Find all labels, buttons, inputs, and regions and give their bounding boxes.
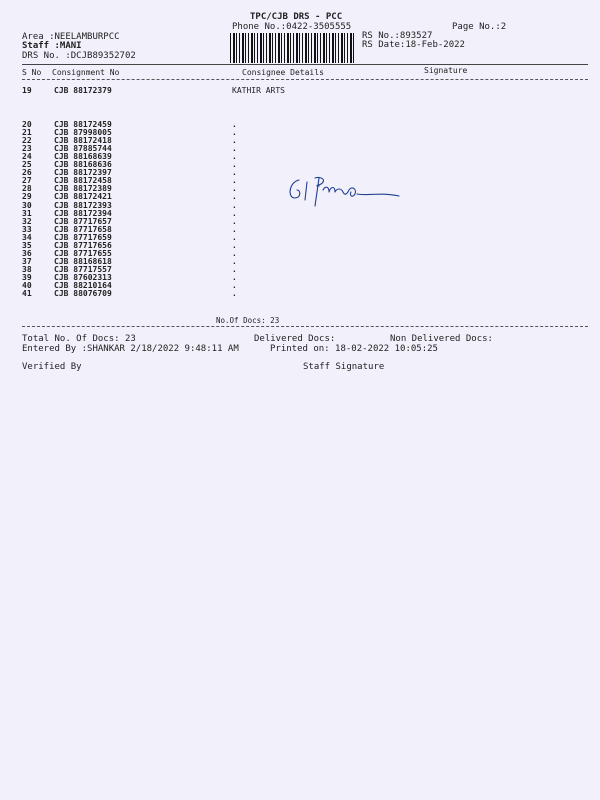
row-dot: . bbox=[232, 256, 237, 266]
footer-divider bbox=[22, 326, 588, 327]
row-sno: 35 bbox=[22, 240, 32, 250]
total-docs: Total No. Of Docs: 23 bbox=[22, 334, 136, 344]
row-dot: . bbox=[232, 176, 237, 186]
row-consignment: CJB 88172418 bbox=[54, 136, 112, 146]
column-divider bbox=[22, 79, 588, 80]
row-consignment: CJB 88168636 bbox=[54, 160, 112, 170]
printed-on: Printed on: 18-02-2022 10:05:25 bbox=[270, 344, 438, 354]
phone-number: Phone No.:0422-3505555 bbox=[232, 22, 352, 32]
row-dot: . bbox=[232, 216, 237, 226]
rs-number: RS No.:893527 bbox=[362, 31, 433, 41]
row-sno: 22 bbox=[22, 136, 32, 146]
row-consignment: CJB 88172397 bbox=[54, 168, 112, 178]
row-dot: . bbox=[232, 248, 237, 258]
row-sno: 21 bbox=[22, 128, 32, 138]
row-consignment: CJB 87602313 bbox=[54, 272, 112, 282]
verified-by: Verified By bbox=[22, 362, 82, 372]
row-sno: 31 bbox=[22, 208, 32, 218]
column-sno: S No bbox=[22, 68, 42, 77]
row-sno: 37 bbox=[22, 256, 32, 266]
column-consignee: Consignee Details bbox=[242, 68, 324, 77]
staff-signature: Staff Signature bbox=[303, 362, 385, 372]
row-dot: . bbox=[232, 272, 237, 282]
row-consignment: CJB 87717659 bbox=[54, 232, 112, 242]
drs-number: DRS No. :DCJB89352702 bbox=[22, 51, 136, 61]
row-sno: 39 bbox=[22, 272, 32, 282]
row-consignment: CJB 88172458 bbox=[54, 176, 112, 186]
row-sno: 38 bbox=[22, 264, 32, 274]
row-consignment: CJB 87717656 bbox=[54, 240, 112, 250]
row-dot: . bbox=[232, 136, 237, 146]
row-sno: 34 bbox=[22, 232, 32, 242]
row-consignment: CJB 87717657 bbox=[54, 216, 112, 226]
row-dot: . bbox=[232, 232, 237, 242]
row-dot: . bbox=[232, 160, 237, 170]
column-consignment: Consignment No bbox=[52, 68, 120, 77]
row-sno: 23 bbox=[22, 144, 32, 154]
row-consignment: CJB 88210164 bbox=[54, 281, 112, 290]
row-dot: . bbox=[232, 208, 237, 218]
row-dot: . bbox=[232, 240, 237, 250]
row-consignment: CJB 87885744 bbox=[54, 144, 112, 154]
row-dot: . bbox=[232, 168, 237, 178]
handwritten-signature bbox=[285, 172, 405, 212]
docs-count: No.Of Docs: 23 bbox=[216, 316, 280, 325]
row-dot: . bbox=[232, 184, 237, 194]
row-dot: . bbox=[232, 128, 237, 138]
row-sno: 27 bbox=[22, 176, 32, 186]
row-sno: 19 bbox=[22, 86, 32, 95]
row-consignee: KATHIR ARTS bbox=[232, 86, 285, 95]
row-consignment: CJB 88172421 bbox=[54, 192, 112, 202]
row-sno: 40 bbox=[22, 281, 32, 290]
row-sno: 28 bbox=[22, 184, 32, 194]
row-consignment: CJB 87717658 bbox=[54, 224, 112, 234]
row-sno: 25 bbox=[22, 160, 32, 170]
row-dot: . bbox=[232, 120, 237, 129]
row-consignment: CJB 88172393 bbox=[54, 200, 112, 210]
row-dot: . bbox=[232, 200, 237, 210]
document-title: TPC/CJB DRS - PCC bbox=[250, 12, 343, 22]
row-dot: . bbox=[232, 289, 237, 299]
row-sno: 41 bbox=[22, 289, 32, 299]
staff-label: Staff :MANI bbox=[22, 41, 82, 51]
row-consignment: CJB 88172459 bbox=[54, 120, 112, 129]
barcode-image bbox=[230, 33, 354, 63]
row-dot: . bbox=[232, 192, 237, 202]
row-sno: 32 bbox=[22, 216, 32, 226]
row-consignment: CJB 87998005 bbox=[54, 128, 112, 138]
row-sno: 24 bbox=[22, 152, 32, 162]
area-label: Area :NEELAMBURPCC bbox=[22, 32, 120, 42]
entered-by: Entered By :SHANKAR 2/18/2022 9:48:11 AM bbox=[22, 344, 239, 354]
row-consignment: CJB 87717655 bbox=[54, 248, 112, 258]
row-dot: . bbox=[232, 281, 237, 290]
page-number: Page No.:2 bbox=[452, 22, 507, 32]
row-dot: . bbox=[232, 152, 237, 162]
row-consignment: CJB 88168639 bbox=[54, 152, 112, 162]
header-divider bbox=[22, 64, 588, 65]
row-consignment: CJB 88172389 bbox=[54, 184, 112, 194]
delivered-docs: Delivered Docs: bbox=[254, 334, 336, 344]
row-sno: 20 bbox=[22, 120, 32, 129]
row-consignment: CJB 88172394 bbox=[54, 208, 112, 218]
row-dot: . bbox=[232, 224, 237, 234]
row-dot: . bbox=[232, 144, 237, 154]
rs-date: RS Date:18-Feb-2022 bbox=[362, 40, 465, 50]
row-dot: . bbox=[232, 264, 237, 274]
row-sno: 30 bbox=[22, 200, 32, 210]
row-consignment: CJB 88168618 bbox=[54, 256, 112, 266]
row-consignment: CJB 87717557 bbox=[54, 264, 112, 274]
row-consignment: CJB 88076709 bbox=[54, 289, 112, 299]
row-sno: 33 bbox=[22, 224, 32, 234]
row-sno: 36 bbox=[22, 248, 32, 258]
column-signature: Signature bbox=[424, 66, 468, 75]
table-row bbox=[22, 86, 582, 95]
non-delivered-docs: Non Delivered Docs: bbox=[390, 334, 493, 344]
row-consignment: CJB 88172379 bbox=[54, 86, 112, 95]
table-row bbox=[22, 289, 242, 298]
row-sno: 26 bbox=[22, 168, 32, 178]
row-sno: 29 bbox=[22, 192, 32, 202]
